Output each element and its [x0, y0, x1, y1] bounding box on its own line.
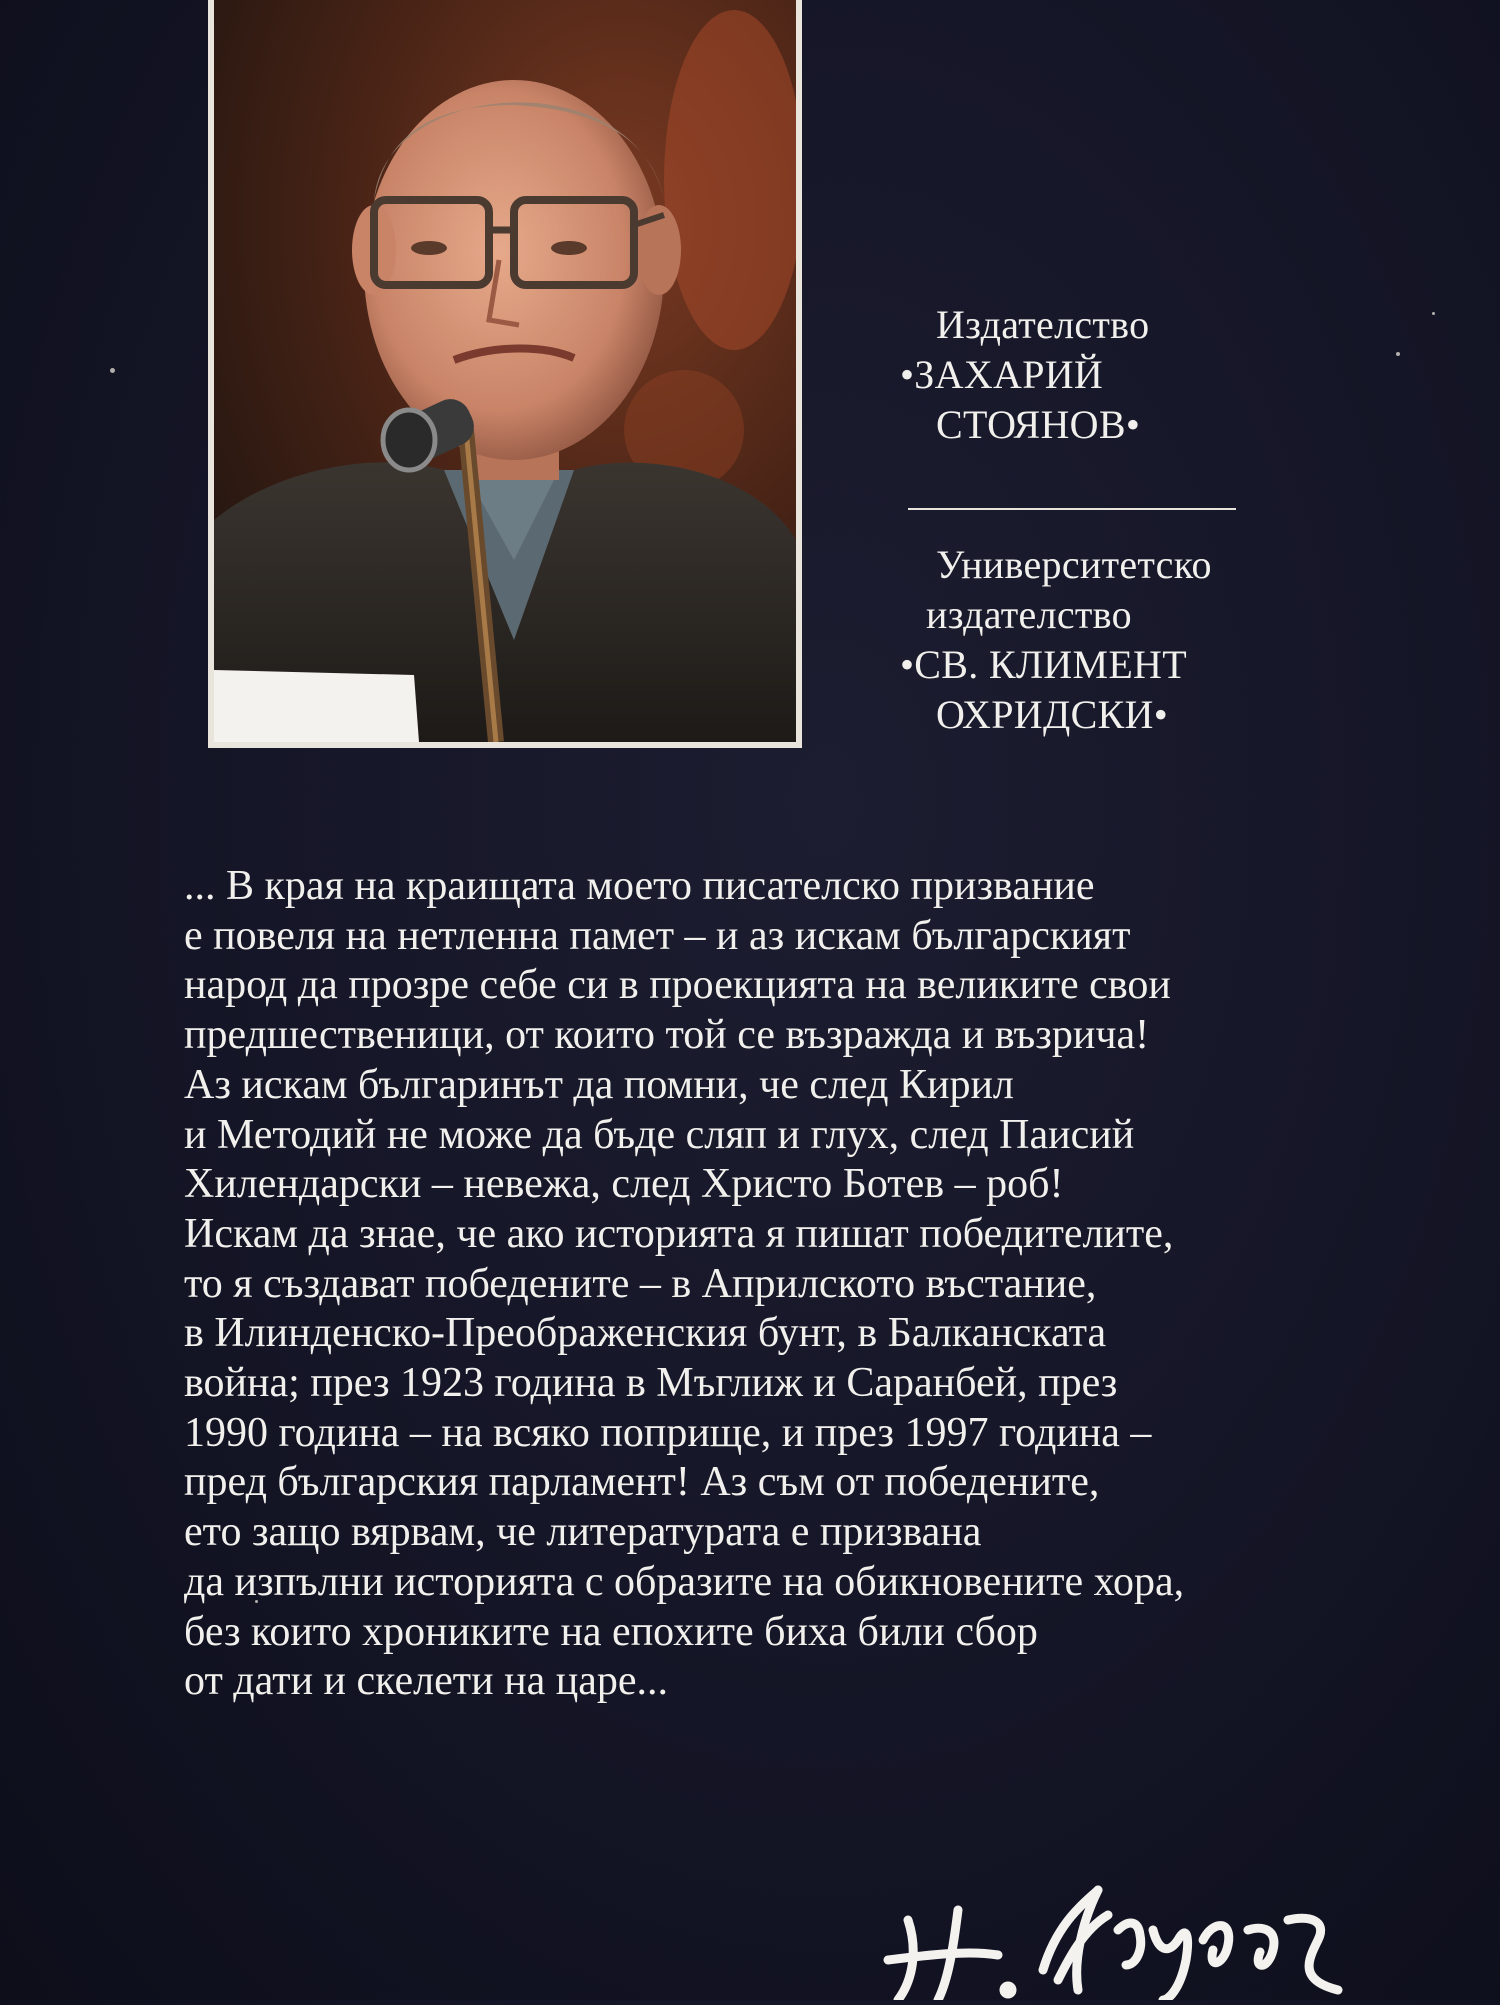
quote-line: пред българския парламент! Аз съм от победените,: [184, 1459, 1100, 1506]
publisher-label: Издателство: [936, 302, 1150, 347]
author-signature: [868, 1860, 1368, 2000]
quote-line: Хилендарски – невежа, след Христо Ботев – роб!: [184, 1161, 1064, 1208]
author-photo: [208, 0, 802, 748]
quote-line: ето защо вярвам, че литературата е призвана: [184, 1509, 982, 1556]
quote-line: е повеля на нетленна памет – и аз искам българският: [184, 912, 1131, 959]
university-publisher-name-line1: •СВ. КЛИМЕНТ: [900, 642, 1187, 687]
quote-line: от дати и скелети на царе...: [184, 1658, 668, 1705]
quote-line: и Методий не може да бъде сляп и глух, след Паисий: [184, 1111, 1135, 1158]
university-publisher-label: Университетско: [936, 542, 1212, 587]
speck: [1396, 352, 1400, 356]
handwritten-signature-icon: [868, 1860, 1368, 2000]
quote-line: Аз искам българинът да помни, че след Кирил: [184, 1061, 1014, 1108]
publisher-divider: [908, 508, 1236, 510]
university-publisher-block: [900, 540, 1300, 740]
publisher-name-line2: СТОЯНОВ•: [936, 402, 1141, 447]
quote-line: в Илинденско-Преображенския бунт, в Балканската: [184, 1310, 1107, 1357]
publisher-name-line1: •ЗАХАРИЙ: [900, 352, 1104, 397]
quote-line: народ да прозре себе си в проекцията на великите свои: [184, 962, 1171, 1009]
quote-line: Искам да знае, че ако историята я пишат победителите,: [184, 1210, 1174, 1257]
quote-line: война; през 1923 година в Мъглиж и Саранбей, през: [184, 1360, 1118, 1407]
author-portrait-photo-icon: [214, 0, 796, 742]
quote-line: то я създават победените – в Априлското въстание,: [184, 1260, 1097, 1307]
quote-line: ... В края на краищата моето писателско призвание: [184, 863, 1095, 909]
university-publisher-name-line2: ОХРИДСКИ•: [936, 692, 1169, 737]
publisher-block: [900, 300, 1300, 450]
quote-line: да изпълни историята с образите на обикновените хора,: [184, 1558, 1185, 1605]
speck: [1432, 312, 1435, 315]
quote-line: без които хрониките на епохите биха били сбор: [184, 1608, 1038, 1655]
quote-line: 1990 година – на всяко поприще, и през 1997 година –: [184, 1409, 1152, 1456]
speck: [110, 368, 115, 373]
quote-line: предшественици, от които той се възражда и възрича!: [184, 1012, 1150, 1059]
author-quote: [184, 862, 1464, 1707]
university-publisher-label2: издателство: [926, 592, 1132, 637]
